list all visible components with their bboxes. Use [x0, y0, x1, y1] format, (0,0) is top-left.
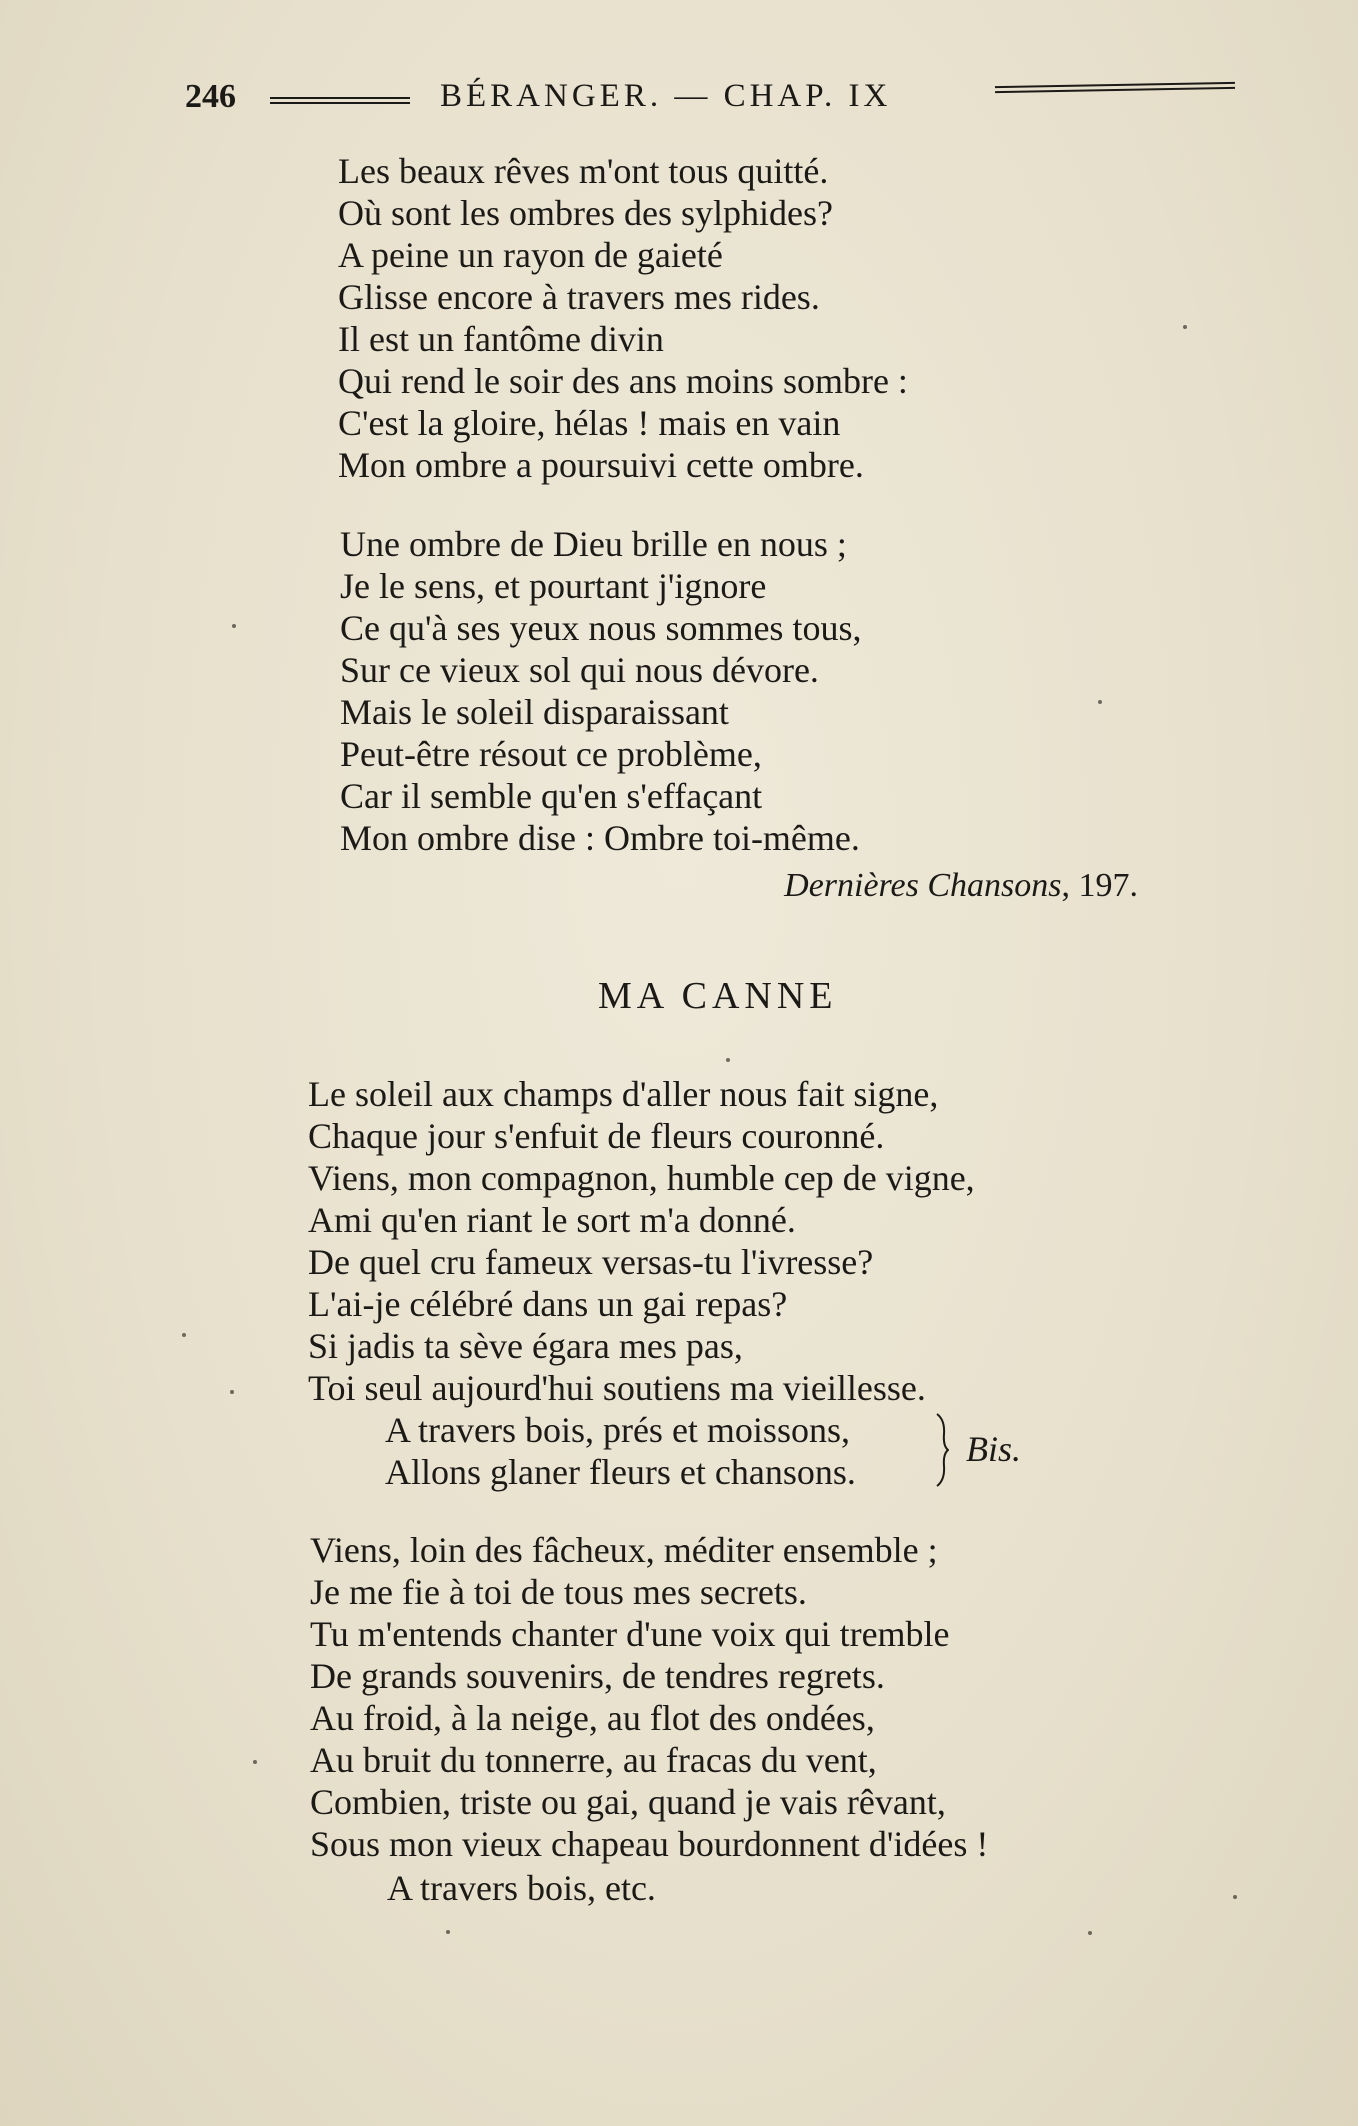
citation-work: Dernières Chansons: [784, 867, 1062, 904]
verse-line: Le soleil aux champs d'aller nous fait signe,: [308, 1074, 939, 1114]
verse-line: Où sont les ombres des sylphides?: [338, 193, 833, 233]
refrain-line: Allons glaner fleurs et chansons.: [385, 1452, 856, 1492]
verse-line: Je me fie à toi de tous mes secrets.: [310, 1572, 807, 1612]
paper-speck: [1098, 700, 1102, 704]
running-title: BÉRANGER. — CHAP. IX: [440, 78, 892, 114]
verse-line: Mon ombre a poursuivi cette ombre.: [338, 445, 864, 485]
verse-line: Glisse encore à travers mes rides.: [338, 277, 820, 317]
verse-line: Au froid, à la neige, au flot des ondées,: [310, 1698, 875, 1738]
stanza-3: [308, 1073, 975, 1409]
verse-line: A peine un rayon de gaieté: [338, 235, 723, 275]
verse-line: Ami qu'en riant le sort m'a donné.: [308, 1200, 796, 1240]
stanza-1: [338, 150, 908, 486]
verse-line: Mon ombre dise : Ombre toi-même.: [340, 818, 860, 858]
verse-line: Sur ce vieux sol qui nous dévore.: [340, 650, 819, 690]
repeat-mark: Bis.: [966, 1429, 1022, 1469]
verse-line: Je le sens, et pourtant j'ignore: [340, 566, 767, 606]
header-rule-right: [995, 82, 1235, 93]
verse-line: Il est un fantôme divin: [338, 319, 664, 359]
paper-speck: [446, 1930, 450, 1934]
paper-speck: [1233, 1895, 1237, 1899]
verse-line: L'ai-je célébré dans un gai repas?: [308, 1284, 788, 1324]
paper-speck: [1088, 1931, 1092, 1935]
verse-line: Ce qu'à ses yeux nous sommes tous,: [340, 608, 862, 648]
stanza-4: [310, 1529, 988, 1865]
verse-line: Viens, loin des fâcheux, méditer ensemble ;: [310, 1530, 938, 1570]
verse-line: De grands souvenirs, de tendres regrets.: [310, 1656, 885, 1696]
verse-line: Mais le soleil disparaissant: [340, 692, 729, 732]
citation-page: , 197.: [1061, 867, 1138, 904]
verse-line: Une ombre de Dieu brille en nous ;: [340, 524, 847, 564]
refrain-line: A travers bois, prés et moissons,: [385, 1410, 850, 1450]
paper-speck: [182, 1333, 186, 1337]
stanza-2: [340, 523, 861, 859]
verse-line: Combien, triste ou gai, quand je vais rêvant,: [310, 1782, 946, 1822]
verse-line: Les beaux rêves m'ont tous quitté.: [338, 151, 829, 191]
verse-line: Tu m'entends chanter d'une voix qui tremble: [310, 1614, 950, 1654]
verse-line: Toi seul aujourd'hui soutiens ma vieillesse.: [308, 1368, 926, 1408]
paper-speck: [232, 624, 236, 628]
verse-line: Chaque jour s'enfuit de fleurs couronné.: [308, 1116, 885, 1156]
paper-speck: [230, 1390, 234, 1394]
paper-speck: [726, 1058, 730, 1062]
verse-line: De quel cru fameux versas-tu l'ivresse?: [308, 1242, 874, 1282]
verse-line: C'est la gloire, hélas ! mais en vain: [338, 403, 841, 443]
verse-line: Qui rend le soir des ans moins sombre :: [338, 361, 908, 401]
verse-line: Peut-être résout ce problème,: [340, 734, 762, 774]
refrain-abbreviated: A travers bois, etc.: [387, 1868, 656, 1908]
verse-line: Car il semble qu'en s'effaçant: [340, 776, 763, 816]
paper-speck: [253, 1760, 257, 1764]
refrain-brace: [935, 1412, 949, 1488]
verse-line: Au bruit du tonnerre, au fracas du vent,: [310, 1740, 877, 1780]
verse-line: Si jadis ta sève égara mes pas,: [308, 1326, 743, 1366]
page-number: 246: [185, 78, 236, 115]
poem-title: MA CANNE: [598, 975, 838, 1017]
verse-line: Viens, mon compagnon, humble cep de vigne,: [308, 1158, 975, 1198]
header-rule-left: [270, 97, 410, 104]
refrain: [385, 1409, 856, 1493]
verse-line: Sous mon vieux chapeau bourdonnent d'idées !: [310, 1824, 989, 1864]
running-head: [185, 70, 1235, 120]
source-citation: [784, 867, 1138, 905]
paper-speck: [1183, 325, 1187, 329]
